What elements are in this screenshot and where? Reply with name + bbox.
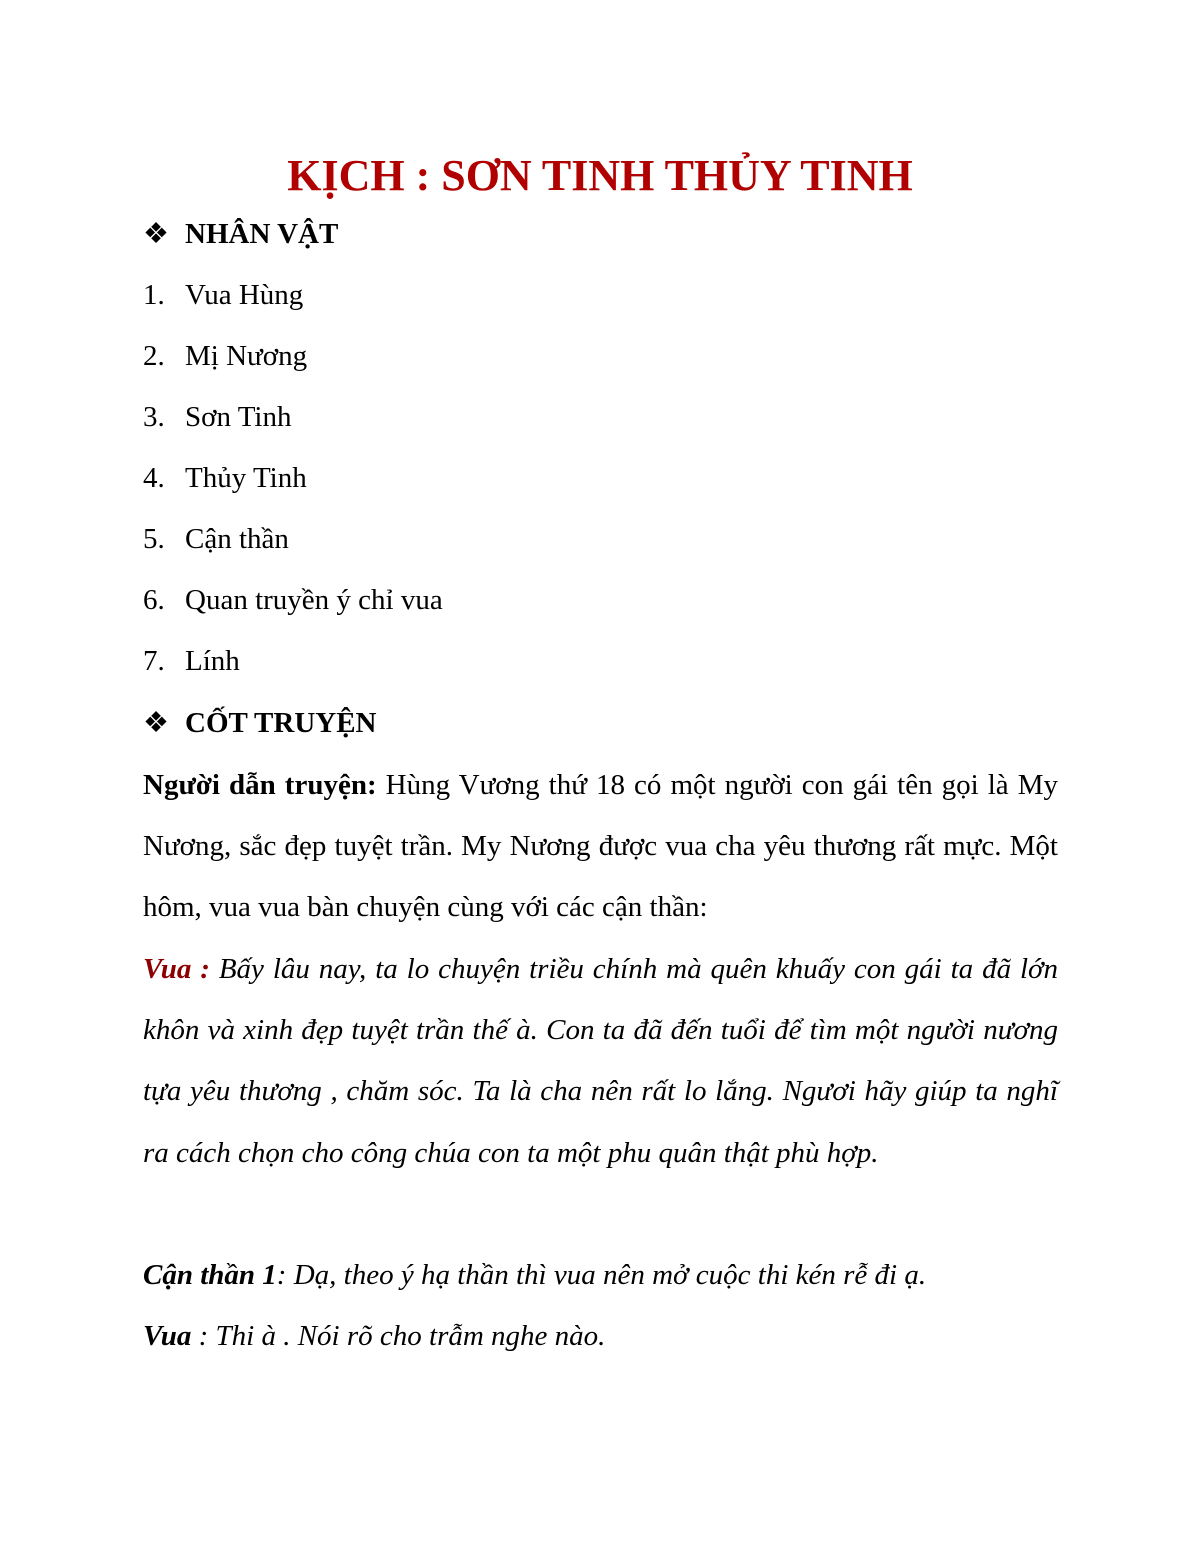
- dialogue-text: : Dạ, theo ý hạ thần thì vua nên mở cuộc thi kén rễ đi ạ.: [276, 1259, 927, 1291]
- diamond-bullet-icon: ❖: [143, 218, 169, 250]
- section-heading-label: NHÂN VẬT: [185, 218, 339, 250]
- character-name: Thủy Tinh: [185, 462, 307, 494]
- dialogue-line: [143, 939, 1058, 1184]
- list-number: 7.: [143, 645, 165, 677]
- dialogue-text: Bấy lâu nay, ta lo chuyện triều chính mà quên khuấy con gái ta đã lớn khôn và xinh đẹp tuyệt trần thế à. Con ta đã đến tuổi để tìm một người nương tựa yêu thương , chăm sóc. Ta là cha nên rất lo lắng. Ngươi hãy giúp ta nghĩ ra cách chọn cho công chúa con ta một phu quân thật phù hợp.: [143, 953, 1059, 1169]
- narrator-paragraph: [143, 755, 1058, 939]
- character-item: [143, 336, 307, 376]
- character-item: [143, 397, 291, 437]
- character-name: Lính: [185, 645, 240, 677]
- narrator-text: Hùng Vương thứ 18 có một người con gái tên gọi là My Nương, sắc đẹp tuyệt trần. My Nương được vua cha yêu thương rất mực. Một hôm, vua vua bàn chuyện cùng với các cận thần:: [143, 769, 1058, 924]
- section-heading-characters: [143, 214, 338, 254]
- dialogue-line: [143, 1306, 1058, 1367]
- dialogue-line: [143, 1245, 1058, 1306]
- character-item: [143, 519, 289, 559]
- character-name: Mị Nương: [185, 340, 308, 372]
- character-item: [143, 275, 303, 315]
- speaker-label: Vua: [143, 1320, 192, 1352]
- character-name: Quan truyền ý chỉ vua: [185, 584, 443, 616]
- list-number: 4.: [143, 462, 165, 494]
- speaker-label: Vua :: [143, 953, 210, 985]
- page-title: KỊCH : SƠN TINH THỦY TINH: [287, 151, 913, 200]
- diamond-bullet-icon: ❖: [143, 707, 169, 739]
- list-number: 2.: [143, 340, 165, 372]
- section-heading-label: CỐT TRUYỆN: [185, 707, 377, 739]
- list-number: 6.: [143, 584, 165, 616]
- character-item: [143, 458, 307, 498]
- character-item: [143, 580, 443, 620]
- list-number: 5.: [143, 523, 165, 555]
- list-number: 3.: [143, 401, 165, 433]
- section-heading-plot: [143, 703, 377, 743]
- narrator-label: Người dẫn truyện:: [143, 769, 377, 801]
- list-number: 1.: [143, 279, 165, 311]
- character-name: Vua Hùng: [185, 279, 304, 311]
- dialogue-text: : Thi à . Nói rõ cho trẫm nghe nào.: [191, 1320, 606, 1352]
- character-item: [143, 641, 240, 681]
- character-name: Sơn Tinh: [185, 401, 292, 433]
- character-name: Cận thần: [185, 523, 289, 555]
- speaker-label: Cận thần 1: [143, 1259, 277, 1291]
